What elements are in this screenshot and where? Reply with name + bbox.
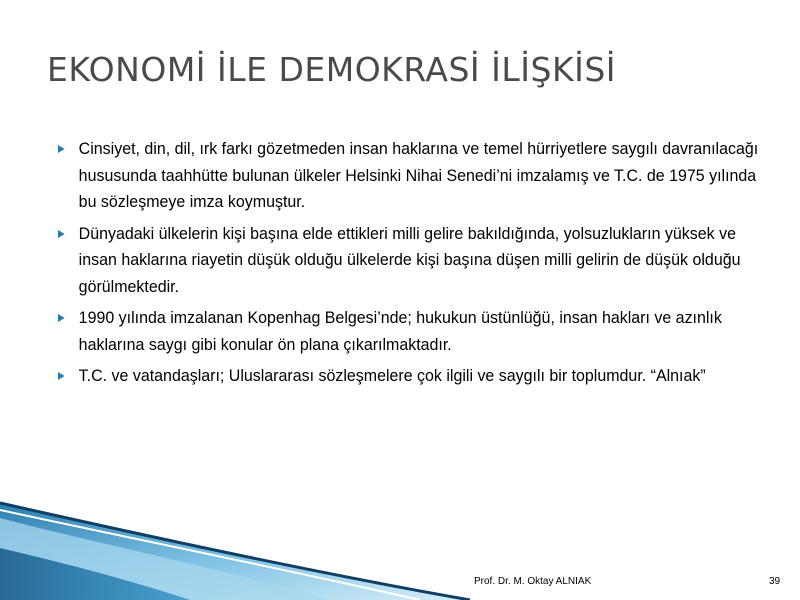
- bullet-item: [58, 136, 774, 216]
- bullet-item: [58, 221, 774, 301]
- footer-author: Prof. Dr. M. Oktay ALNIAK: [474, 576, 592, 587]
- bullet-list: [58, 136, 758, 395]
- decorative-wave: [0, 500, 480, 600]
- bullet-text: Dünyadaki ülkelerin kişi başına elde ettikleri milli gelire bakıldığında, yolsuzlukların yüksek ve insan haklarına riayetin düşük olduğu ülkelerde kişi başına düşen milli gelirin de düşük olduğu görülmektedir.: [78, 223, 741, 296]
- bullet-text: T.C. ve vatandaşları; Uluslararası sözleşmelere çok ilgili ve saygılı bir toplumdur. “Alnıak”: [78, 366, 706, 385]
- slide-title: EKONOMİ İLE DEMOKRASİ İLİŞKİSİ: [47, 50, 617, 89]
- bullet-arrow-icon: [58, 145, 65, 153]
- bullet-arrow-icon: [58, 314, 65, 322]
- bullet-arrow-icon: [58, 372, 65, 380]
- bullet-item: [58, 363, 774, 390]
- page-number: 39: [769, 576, 781, 587]
- bullet-text: 1990 yılında imzalanan Kopenhag Belgesi’nde; hukukun üstünlüğü, insan hakları ve azınlık haklarına saygı gibi konular ön plana çıkarılmaktadır.: [78, 308, 722, 354]
- bullet-text: Cinsiyet, din, dil, ırk farkı gözetmeden insan haklarına ve temel hürriyetlere saygılı davranılacağı hususunda taahhütte bulunan ülkeler Helsinki Nihai Senedi’ni imzalamış ve T.C. de 1975 yılında bu sözleşmeye imza koymuştur.: [78, 139, 759, 211]
- bullet-item: [58, 305, 774, 358]
- bullet-arrow-icon: [58, 230, 65, 238]
